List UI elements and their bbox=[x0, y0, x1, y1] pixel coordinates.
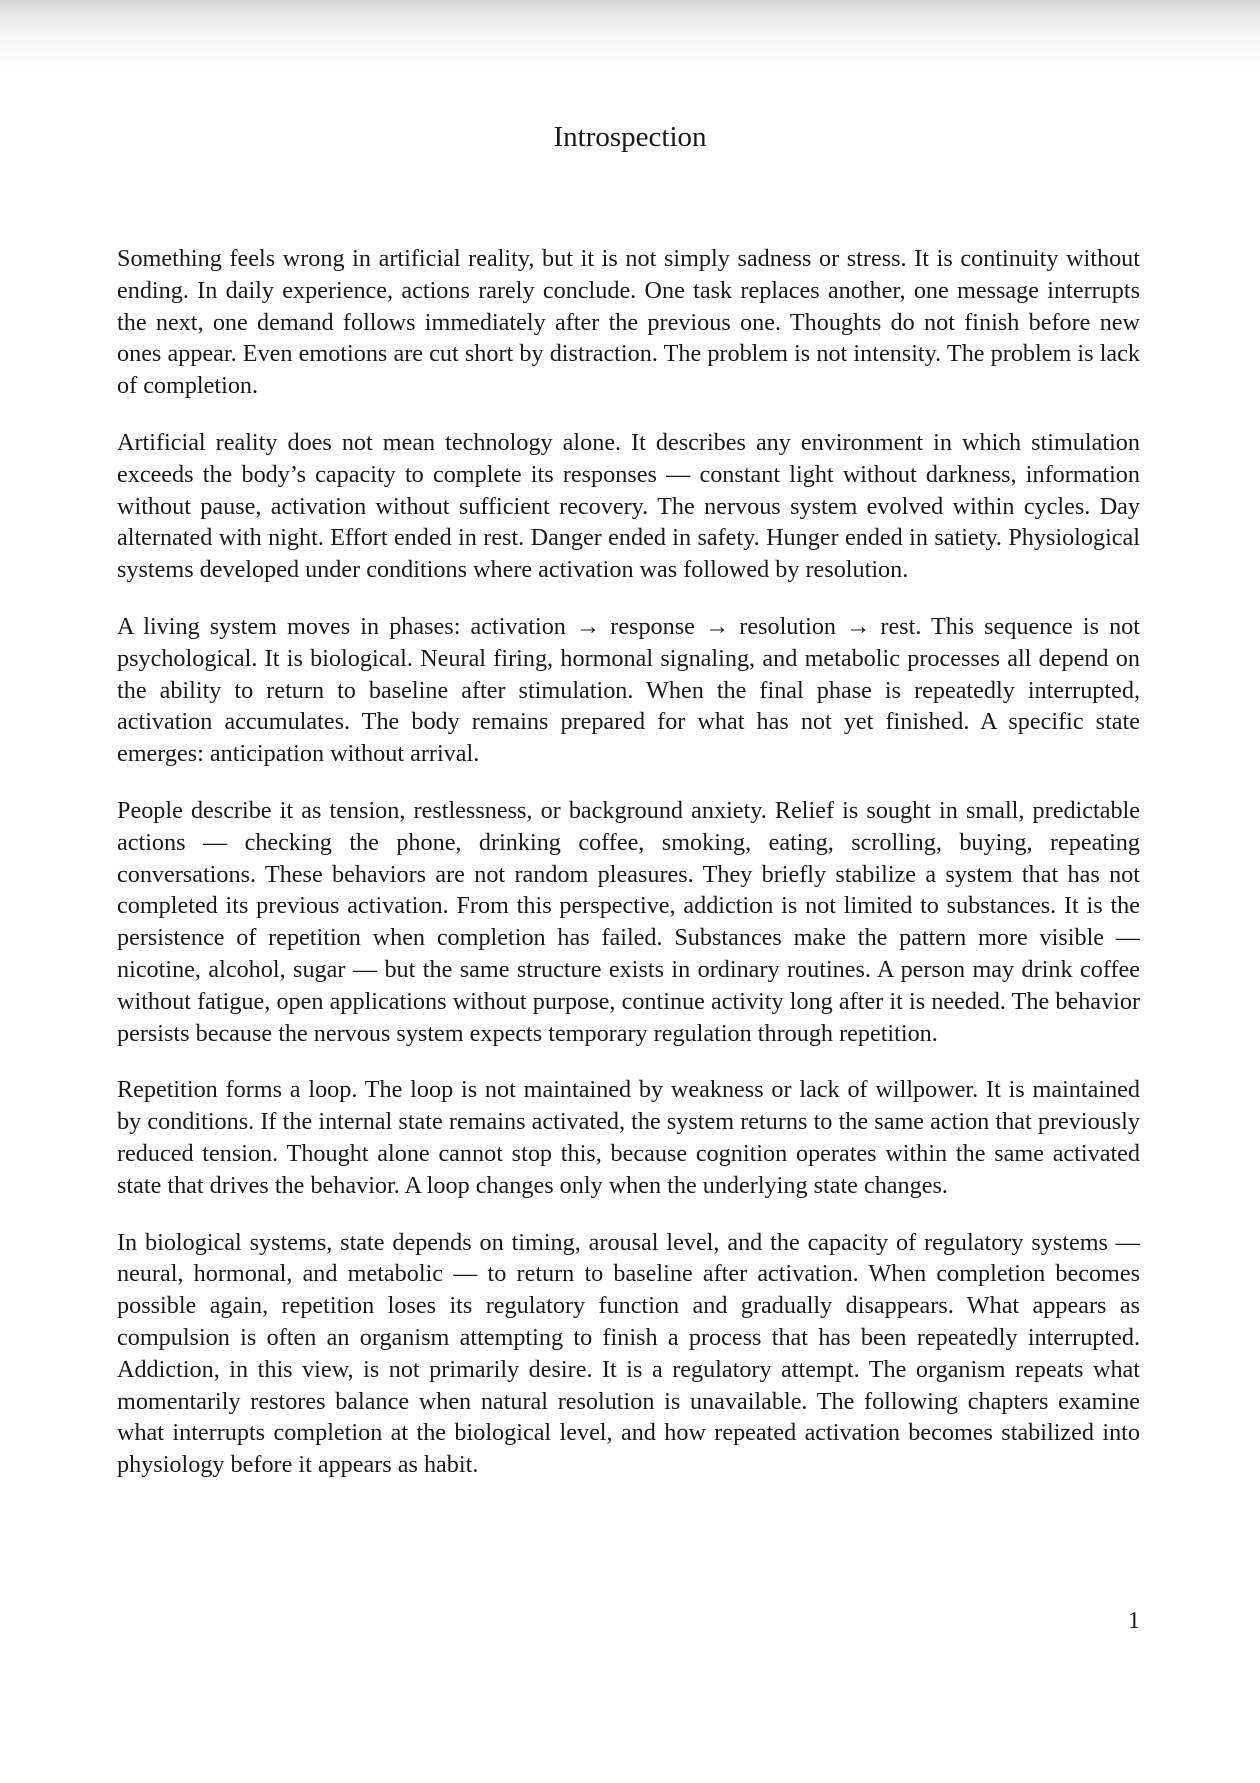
paragraph-4: People describe it as tension, restlessness, or background anxiety. Relief is sought in small, predictable actions — checking the phone, drinking coffee, smoking, eating, scrolling, buying, repeating conversations. These behaviors are not random pleasures. They briefly stabilize a system that has not completed its previous activation. From this perspective, addiction is not limited to substances. It is the persistence of repetition when completion has failed. Substances make the pattern more visible — nicotine, alcohol, sugar — but the same structure exists in ordinary routines. A person may drink coffee without fatigue, open applications without purpose, continue activity long after it is needed. The behavior persists because the nervous system expects temporary regulation through repetition. bbox=[117, 796, 1140, 1047]
paragraph-6: In biological systems, state depends on timing, arousal level, and the capacity of regulatory systems — neural, hormonal, and metabolic — to return to baseline after activation. When completion becomes possible again, repetition loses its regulatory function and gradually disappears. What appears as compulsion is often an organism attempting to finish a process that has been repeatedly interrupted. Addiction, in this view, is not primarily desire. It is a regulatory attempt. The organism repeats what momentarily restores balance when natural resolution is unavailable. The following chapters examine what interrupts completion at the biological level, and how repeated activation becomes stabilized into physiology before it appears as habit. bbox=[117, 1228, 1140, 1479]
body-text bbox=[117, 243, 1140, 1506]
page-title: Introspection bbox=[553, 121, 707, 153]
paragraph-3: A living system moves in phases: activation → response → resolution → rest. This sequence is not psychological. It is biological. Neural firing, hormonal signaling, and metabolic processes all depend on the ability to return to baseline after stimulation. When the final phase is repeatedly interrupted, activation accumulates. The body remains prepared for what has not yet finished. A specific state emerges: anticipation without arrival. bbox=[117, 612, 1140, 768]
paragraph-1: Something feels wrong in artificial reality, but it is not simply sadness or stress. It is continuity without ending. In daily experience, actions rarely conclude. One task replaces another, one message interrupts the next, one demand follows immediately after the previous one. Thoughts do not finish before new ones appear. Even emotions are cut short by distraction. The problem is not intensity. The problem is lack of completion. bbox=[117, 245, 1140, 400]
paragraph-5: Repetition forms a loop. The loop is not maintained by weakness or lack of willpower. It is maintained by conditions. If the internal state remains activated, the system returns to the same action that previously reduced tension. Thought alone cannot stop this, because cognition operates within the same activated state that drives the behavior. A loop changes only when the underlying state changes. bbox=[117, 1076, 1140, 1199]
paragraph-2: Artificial reality does not mean technology alone. It describes any environment in which stimulation exceeds the body’s capacity to complete its responses — constant light without darkness, information without pause, activation without sufficient recovery. The nervous system evolved within cycles. Day alternated with night. Effort ended in rest. Danger ended in safety. Hunger ended in satiety. Physiological systems developed under conditions where activation was followed by resolution. bbox=[117, 428, 1140, 584]
page-number: 1 bbox=[1128, 1608, 1140, 1634]
